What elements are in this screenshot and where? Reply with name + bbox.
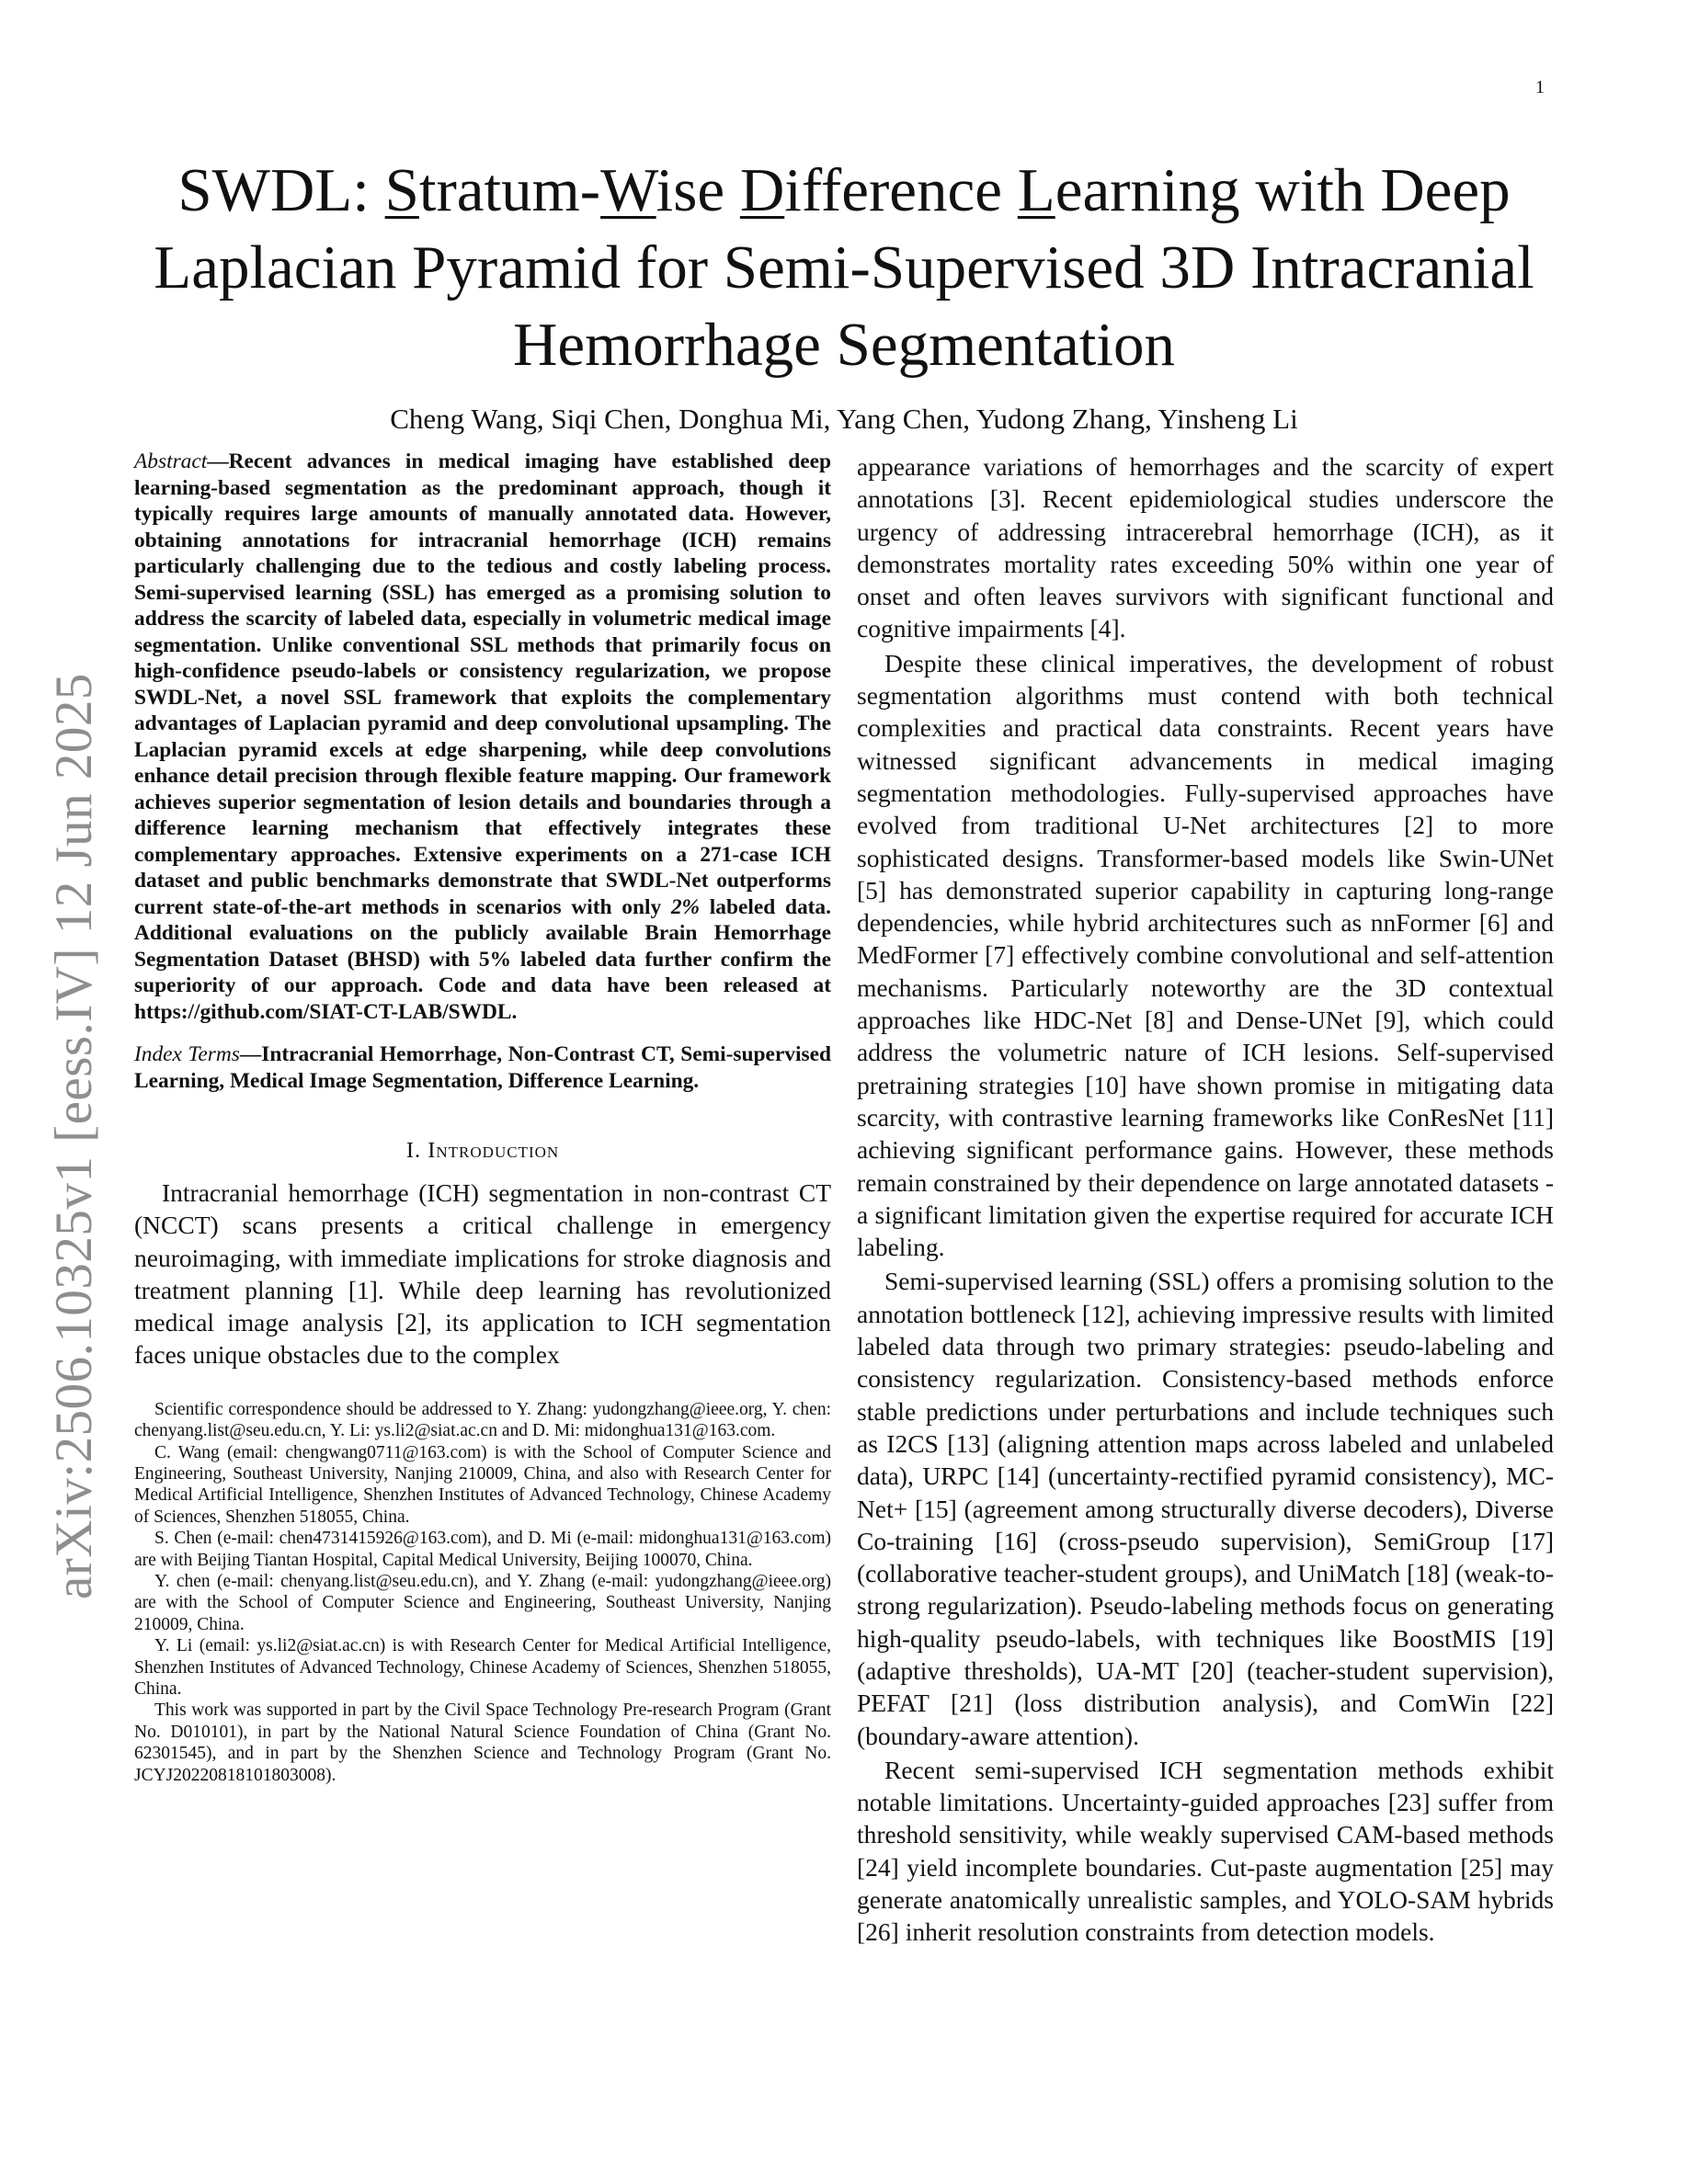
index-terms-text: —Intracranial Hemorrhage, Non-Contrast CT, Semi-supervised Learning, Medical Image Segmentation, Difference Learning. bbox=[134, 1042, 831, 1093]
abstract-percent: 2% bbox=[670, 894, 701, 919]
title-initial-d: D bbox=[739, 156, 785, 224]
section-title: Introduction bbox=[428, 1138, 560, 1163]
left-column bbox=[134, 449, 831, 1786]
section-number: I. bbox=[405, 1138, 422, 1163]
section-heading bbox=[134, 1138, 831, 1164]
abstract-text: —Recent advances in medical imaging have established deep learning-based segmentation as the predominant approach, though it typically requires large amounts of manually annotated data. However, obtaining annotations for intracranial hemorrhage (ICH) remains particularly challenging due to the tedious and costly labeling process. Semi-supervised learning (SSL) has emerged as a promising solution to address the scarcity of labeled data, especially in volumetric medical image segmentation. Unlike conventional SSL methods that primarily focus on high-confidence pseudo-labels or consistency regularization, we propose SWDL-Net, a novel SSL framework that exploits the complementary advantages of Laplacian pyramid and deep convolutional upsampling. The Laplacian pyramid excels at edge sharpening, while deep convolutions enhance detail precision through flexible feature mapping. Our framework achieves superior segmentation of lesion details and boundaries through a difference learning mechanism that effectively integrates these complementary approaches. Extensive experiments on a 271-case ICH dataset and public benchmarks demonstrate that SWDL-Net outperforms current state-of-the-art methods in scenarios with only bbox=[134, 449, 831, 919]
title-part: ise bbox=[656, 156, 740, 224]
page-number: 1 bbox=[1535, 77, 1545, 97]
index-terms-label: Index Terms bbox=[134, 1042, 240, 1066]
author-list: Cheng Wang, Siqi Chen, Donghua Mi, Yang Chen, Yudong Zhang, Yinsheng Li bbox=[390, 403, 1298, 435]
body-paragraph: appearance variations of hemorrhages and the scarcity of expert annotations [3]. Recent epidemiological studies underscore the urgency of addressing intracerebral hemorrhage (ICH), as it demonstrates mortality rates exceeding 50% within one year of onset and often leaves survivors with significant functional and cognitive impairments [4]. bbox=[857, 452, 1554, 643]
body-paragraph: Semi-supervised learning (SSL) offers a promising solution to the annotation bottleneck [12], achieving impressive results with limited labeled data through two primary strategies: pseudo-labeling and consistency regularization. Consistency-based methods enforce stable predictions under perturbations and include techniques such as I2CS [13] (aligning attention maps across labeled and unlabeled data), URPC [14] (uncertainty-rectified pyramid consistency), MC-Net+ [15] (agreement among structurally diverse decoders), Diverse Co-training [16] (cross-pseudo supervision), SemiGroup [17] (collaborative teacher-student groups), and UniMatch [18] (weak-to-strong regularization). Pseudo-labeling methods focus on generating high-quality pseudo-labels, with techniques like BoostMIS [19] (adaptive thresholds), UA-MT [20] (teacher-student supervision), PEFAT [21] (loss distribution analysis), and ComWin [22] (boundary-aware attention). bbox=[857, 1267, 1554, 1750]
title-part: tratum- bbox=[418, 156, 601, 224]
title-part: earning with Deep Laplacian Pyramid for Semi-Supervised 3D Intracranial Hemorrhage Segmentation bbox=[154, 156, 1534, 379]
title-initial-w: W bbox=[600, 156, 656, 224]
abstract-percent: 5% bbox=[478, 947, 512, 972]
abstract-text: labeled data further confirm the superiority of our approach. Code and data have been released at https://github.com/SIAT-CT-LAB/SWDL. bbox=[134, 947, 832, 1024]
index-terms bbox=[134, 1041, 831, 1094]
title-part: ifference bbox=[784, 156, 1018, 224]
title-initial-s: S bbox=[384, 156, 419, 224]
footnote: Scientific correspondence should be addressed to Y. Zhang: yudongzhang@ieee.org, Y. chen: chenyang.list@seu.edu.cn, Y. Li: ys.li2@siat.ac.cn and D. Mi: midonghua131@163.com. bbox=[134, 1399, 831, 1441]
abstract bbox=[134, 449, 831, 1025]
footnote: This work was supported in part by the Civil Space Technology Pre-research Program (Grant No. D010101), in part by the National Natural Science Foundation of China (Grant No. 62301545), and in part by the Shenzhen Science and Technology Program (Grant No. JCYJ20220818101803008). bbox=[134, 1701, 831, 1785]
abstract-text: labeled data. Additional evaluations on the publicly available Brain Hemorrhage Segmentation Dataset (BHSD) with bbox=[134, 894, 831, 972]
title-part: SWDL: bbox=[177, 156, 385, 224]
title-initial-l: L bbox=[1017, 156, 1055, 224]
body-paragraph: Recent semi-supervised ICH segmentation methods exhibit notable limitations. Uncertainty-guided approaches [23] suffer from threshold sensitivity, while weakly supervised CAM-based methods [24] yield incomplete boundaries. Cut-paste augmentation [25] may generate anatomically unrealistic samples, and YOLO-SAM hybrids [26] inherit resolution constraints from detection models. bbox=[857, 1755, 1554, 1947]
footnote: Y. chen (e-mail: chenyang.list@seu.edu.cn), and Y. Zhang (e-mail: yudongzhang@ieee.org) are with the School of Computer Science and Engineering, Southeast University, Nanjing 210009, China. bbox=[134, 1572, 831, 1634]
footnotes bbox=[134, 1399, 831, 1786]
arxiv-identifier-stamp: arXiv:2506.10325v1 [eess.IV] 12 Jun 2025 bbox=[45, 673, 103, 1599]
paper-title bbox=[138, 152, 1550, 383]
right-column bbox=[857, 449, 1554, 1949]
body-paragraph: Despite these clinical imperatives, the development of robust segmentation algorithms must contend with both technical complexities and practical data constraints. Recent years have witnessed significant advancements in medical imaging segmentation methodologies. Fully-supervised approaches have evolved from traditional U-Net architectures [2] to more sophisticated designs. Transformer-based models like Swin-UNet [5] has demonstrated superior capability in capturing long-range dependencies, while hybrid architectures such as nnFormer [6] and MedFormer [7] effectively combine convolutional and self-attention mechanisms. Particularly noteworthy are the 3D contextual approaches like HDC-Net [8] and Dense-UNet [9], which could address the volumetric nature of ICH lesions. Self-supervised pretraining strategies [10] have shown promise in mitigating data scarcity, with contrastive learning frameworks like ConResNet [11] achieving significant performance gains. However, these methods remain constrained by their dependence on large annotated datasets - a significant limitation given the expertise required for accurate ICH labeling. bbox=[857, 648, 1554, 1262]
footnote: Y. Li (email: ys.li2@siat.ac.cn) is with Research Center for Medical Artificial Intelligence, Shenzhen Institutes of Advanced Technology, Chinese Academy of Sciences, Shenzhen 518055, China. bbox=[134, 1636, 831, 1700]
abstract-label: Abstract bbox=[134, 449, 208, 473]
body-paragraph: Intracranial hemorrhage (ICH) segmentation in non-contrast CT (NCCT) scans presents a critical challenge in emergency neuroimaging, with immediate implications for stroke diagnosis and treatment planning [1]. While deep learning has revolutionized medical image analysis [2], its application to ICH segmentation faces unique obstacles due to the complex bbox=[134, 1178, 831, 1370]
footnote: S. Chen (e-mail: chen4731415926@163.com), and D. Mi (e-mail: midonghua131@163.com) are with Beijing Tiantan Hospital, Capital Medical University, Beijing 100070, China. bbox=[134, 1529, 831, 1570]
footnote: C. Wang (email: chengwang0711@163.com) is with the School of Computer Science and Engineering, Southeast University, Nanjing 210009, China, and also with Research Center for Medical Artificial Intelligence, Shenzhen Institutes of Advanced Technology, Chinese Academy of Sciences, Shenzhen 518055, China. bbox=[134, 1442, 831, 1527]
